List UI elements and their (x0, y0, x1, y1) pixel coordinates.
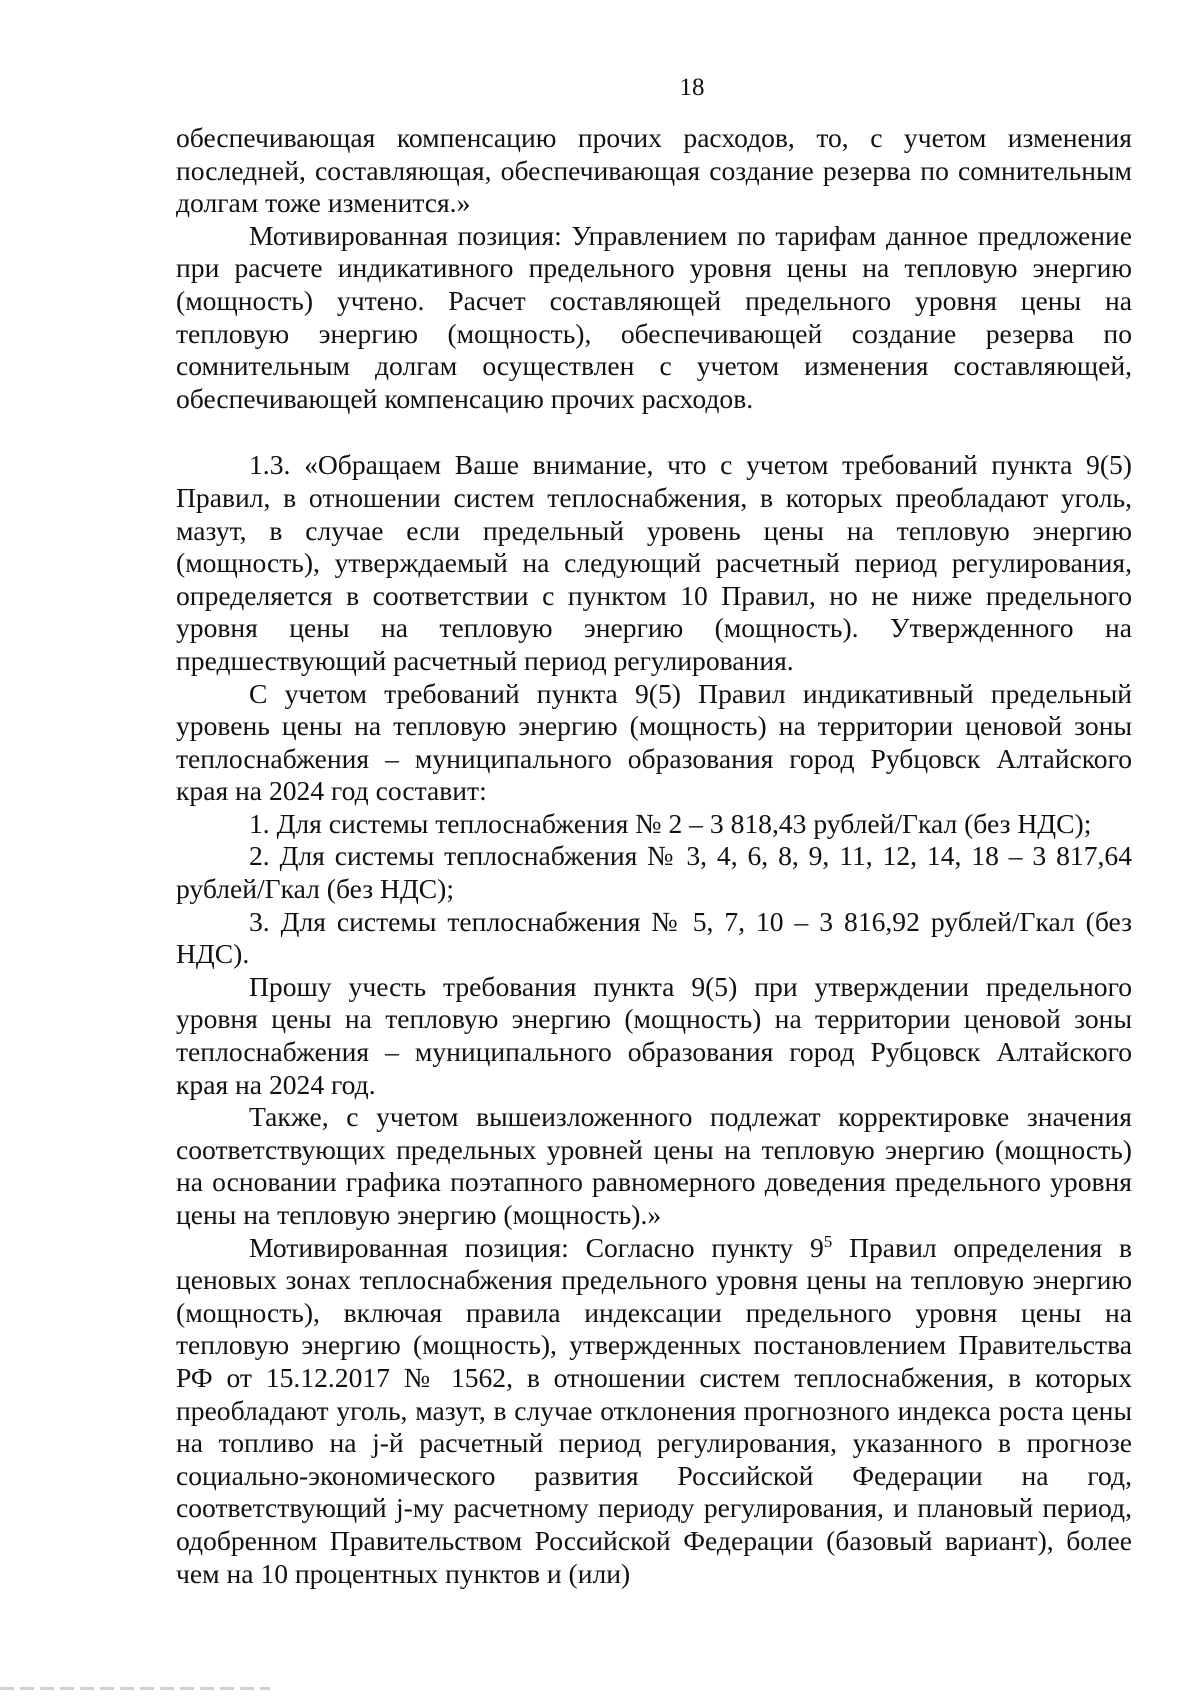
paragraph-item-1-3: 1.3. «Обращаем Ваше внимание, что с учетом требований пункта 9(5) Правил, в отношении систем теплоснабжения, в которых преобладают уголь, мазут, в случае если предельный уровень цены на тепловую энергию (мощность), утверждаемый на следующий расчетный период регулирования, определяется в соответствии с пунктом 10 Правил, но не ниже предельного уровня цены на тепловую энергию (мощность). Утвержденного на предшествующий расчетный период регулирования. (176, 449, 1132, 676)
paragraph-text-start: Мотивированная позиция: Согласно пункту 9 (249, 1231, 824, 1263)
list-item: 3. Для системы теплоснабжения № 5, 7, 10 – 3 816,92 рублей/Гкал (без НДС). (176, 905, 1132, 970)
list-item: 1. Для системы теплоснабжения № 2 – 3 818,43 рублей/Гкал (без НДС); (249, 807, 1092, 839)
paragraph-adjustment: Также, с учетом вышеизложенного подлежат корректировке значения соответствующих предельных уровней цены на тепловую энергию (мощность) на основании графика поэтапного равномерного доведения предельного уровня цены на тепловую энергию (мощность).» (176, 1101, 1132, 1230)
document-body (176, 122, 1132, 1590)
paragraph-motivated-position-1: Мотивированная позиция: Управлением по тарифам данное предложение при расчете индикативного предельного уровня цены на тепловую энергию (мощность) учтено. Расчет составляющей предельного уровня цены на тепловую энергию (мощность), обеспечивающей создание резерва по сомнительным долгам осуществлен с учетом изменения составляющей, обеспечивающей компенсацию прочих расходов. (176, 219, 1132, 414)
paragraph-motivated-position-2 (176, 1232, 1132, 1591)
paragraph-continuation: обеспечивающая компенсацию прочих расходов, то, с учетом изменения последней, составляющая, обеспечивающая создание резерва по сомнительным долгам тоже изменится.» (176, 122, 1132, 219)
paragraph-indicative-level: С учетом требований пункта 9(5) Правил индикативный предельный уровень цены на тепловую энергию (мощность) на территории ценовой зоны теплоснабжения – муниципального образования город Рубцовск Алтайского края на 2024 год составит: (176, 677, 1132, 807)
list-item: 2. Для системы теплоснабжения № 3, 4, 6, 8, 9, 11, 12, 14, 18 – 3 817,64 рублей/Гкал (без НДС); (176, 840, 1132, 905)
paragraph-gap (176, 415, 1132, 449)
scan-artifact (0, 1687, 270, 1690)
paragraph-text-rest: Правил определения в ценовых зонах теплоснабжения предельного уровня цены на тепловую энергию (мощность), включая правила индексации предельного уровня цены на тепловую энергию (мощность), утвержденных постановлением Правительства РФ от 15.12.2017 № 1562, в отношении систем теплоснабжения, в которых преобладают уголь, мазут, в случае отклонения прогнозного индекса роста цены на топливо на j-й расчетный период регулирования, указанного в прогнозе социально-экономического развития Российской Федерации на год, соответствующий j-му расчетному периоду регулирования, и плановый период, одобренном Правительством Российской Федерации (базовый вариант), более чем на 10 процентных пунктов и (или) (176, 1231, 1132, 1589)
paragraph-request: Прошу учесть требования пункта 9(5) при утверждении предельного уровня цены на тепловую энергию (мощность) на территории ценовой зоны теплоснабжения – муниципального образования город Рубцовск Алтайского края на 2024 год. (176, 970, 1132, 1100)
superscript-clause: 5 (823, 1231, 833, 1251)
page-number: 18 (679, 74, 705, 101)
